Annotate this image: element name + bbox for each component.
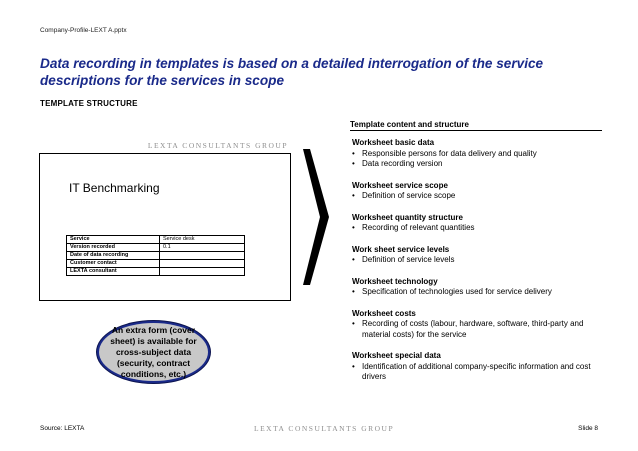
template-section [352,213,604,234]
form-row-label: Date of data recording [67,252,160,260]
form-row [67,236,245,244]
cover-brand-logo: LEXTA CONSULTANTS GROUP [147,141,288,150]
callout-bubble-text [99,323,208,381]
footer-brand-logo: LEXTA CONSULTANTS GROUP [254,424,395,433]
template-section [352,181,604,202]
form-row-value: 0.1 [160,244,245,252]
section-title: Worksheet technology [352,276,438,286]
form-row-value: Service desk [160,236,245,244]
cover-form-table [66,235,245,276]
template-section [352,351,604,383]
section-bullet: • Definition of service levels [352,255,604,266]
template-heading: Template content and structure [350,120,602,131]
form-row-value [160,268,245,276]
cover-sheet-preview [39,141,291,301]
section-bullet: • Recording of relevant quantities [352,223,604,234]
form-row-value [160,252,245,260]
form-row-label: Service [67,236,160,244]
section-title: Worksheet special data [352,351,441,360]
section-bullet: • Recording of costs (labour, hardware, software, third-party and material costs) for the service [352,319,604,340]
form-row-value [160,260,245,268]
section-bullet: • Specification of technologies used for service delivery [352,287,604,298]
form-row [67,260,245,268]
template-section [352,245,604,266]
form-row-label: Customer contact [67,260,160,268]
section-bullet: • Responsible persons for data delivery and quality [352,149,604,160]
template-section [352,309,604,341]
template-section [352,138,604,170]
form-row-label: Version recorded [67,244,160,252]
section-title: Worksheet service scope [352,180,448,190]
section-bullet: • Data recording version [352,159,604,170]
template-sections [352,138,604,394]
section-title: Worksheet costs [352,308,416,318]
cover-title: IT Benchmarking [69,181,160,195]
file-name: Company-Profile-LEXT A.pptx [40,27,127,34]
form-row-label: LEXTA consultant [67,268,160,276]
section-title: Worksheet quantity structure [352,212,463,222]
section-title: Worksheet basic data [352,138,435,147]
form-row [67,252,245,260]
form-row [67,268,245,276]
template-section [352,277,604,298]
callout-text: An extra form (cover sheet) is available for cross-subject data (security, contract conditions, etc.) [110,324,197,379]
slide-number: Slide 8 [578,425,598,432]
section-label: TEMPLATE STRUCTURE [40,99,138,108]
section-bullet: • Identification of additional company-specific information and cost drivers [352,362,604,383]
form-row [67,244,245,252]
slide-headline: Data recording in templates is based on a detailed interrogation of the service descriptions for the services in scope [40,56,544,88]
source-note: Source: LEXTA [40,425,85,432]
section-bullet: • Definition of service scope [352,191,604,202]
chevron-arrow-icon [303,149,329,285]
section-title: Work sheet service levels [352,244,450,254]
